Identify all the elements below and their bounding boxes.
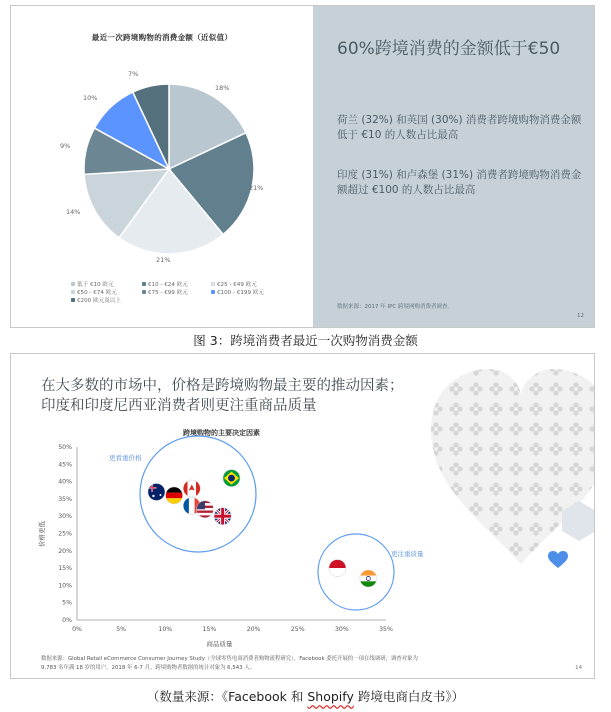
legend-item: €50 - €74 欧元	[71, 288, 117, 296]
x-tick-label: 30%	[334, 626, 349, 633]
slide-spending-amount	[10, 5, 595, 328]
usa-flag	[197, 501, 214, 518]
pie-label: 18%	[215, 84, 230, 92]
x-tick-label: 35%	[379, 626, 393, 633]
uk-flag	[214, 508, 231, 525]
legend-swatch	[71, 282, 75, 286]
legend-swatch	[142, 290, 146, 294]
legend-swatch	[71, 298, 75, 302]
x-tick-label: 10%	[158, 626, 173, 633]
australia-flag	[148, 483, 165, 500]
x-tick-label: 0%	[72, 626, 82, 633]
x-axis-label: 商品质量	[206, 640, 233, 648]
pie-label: 9%	[60, 142, 71, 150]
pie-label: 10%	[83, 94, 98, 102]
pie-chart-panel	[11, 6, 313, 327]
legend-swatch	[211, 282, 215, 286]
legend-item: €10 - €24 欧元	[142, 280, 188, 288]
summary-paragraph: 荷兰 (32%) 和英国 (30%) 消费者跨境购物消费金额低于 €10 的人数占比最高	[337, 114, 582, 141]
slide-headline: 60%跨境消费的金额低于€50	[337, 39, 561, 59]
y-tick-label: 30%	[58, 513, 72, 521]
data-source-note: 数据来源：Global Retail eCommerce Consumer Journey Study（全球零售电商消费者购物流程研究），Facebook 委托开展的一项在线调研，调查对象为	[41, 656, 418, 662]
x-tick-label: 25%	[290, 626, 305, 633]
y-tick-label: 50%	[58, 444, 72, 451]
scatter-chart-title: 跨境购物的主要决定因素	[183, 429, 260, 437]
pie-chart-title: 最近一次跨境购物的消费金额（近似值）	[91, 33, 233, 42]
slide-purchase-drivers	[10, 353, 595, 679]
india-flag	[360, 570, 377, 587]
legend-swatch	[71, 290, 75, 294]
legend-swatch	[211, 290, 215, 294]
data-source-note: 9,783 名年满 18 岁的用户，2018 年 6-7 月。跨境购物者数据的统计对象为 6,543 人。	[41, 665, 256, 671]
y-tick-label: 25%	[58, 530, 72, 538]
price-group-label: 更看重价格	[109, 454, 142, 462]
page-number: 14	[575, 665, 582, 671]
x-tick-label: 5%	[116, 626, 127, 633]
summary-paragraph: 印度 (31%) 和卢森堡 (31%) 消费者跨境购物消费金额超过 €100 的人数占比最高	[337, 169, 582, 196]
legend-item: €75 - €99 欧元	[142, 288, 188, 296]
pie-label: 21%	[249, 184, 264, 192]
y-tick-label: 0%	[62, 617, 72, 624]
page-number: 12	[577, 313, 584, 319]
legend-swatch	[142, 282, 146, 286]
pie-label: 7%	[128, 70, 139, 78]
y-tick-label: 45%	[58, 461, 72, 469]
quality-group-circle	[318, 534, 394, 610]
germany-flag	[166, 487, 183, 504]
x-tick-label: 20%	[246, 626, 261, 633]
indonesia-flag	[329, 560, 346, 577]
slide-headline: 在大多数的市场中，价格是跨境购物最主要的推动因素；	[41, 378, 404, 394]
source-caption: （数量来源：《Facebook 和 Shopify 跨境电商白皮书》）	[146, 689, 465, 704]
y-tick-label: 40%	[58, 478, 72, 486]
x-tick-label: 15%	[202, 626, 217, 633]
figure-caption: 图 3：跨境消费者最近一次购物消费金额	[193, 333, 418, 348]
y-tick-label: 20%	[58, 547, 72, 555]
pie-label: 14%	[66, 208, 81, 216]
y-tick-label: 5%	[62, 599, 72, 607]
legend-item: €100 - €199 欧元	[211, 288, 264, 296]
y-axis-label: 价格更低	[38, 521, 46, 547]
legend-item: €25 - €49 欧元	[211, 280, 257, 288]
scatter-chart	[11, 354, 595, 679]
pie-chart	[11, 6, 313, 327]
canada-flag	[183, 480, 200, 497]
y-tick-label: 35%	[58, 495, 72, 503]
quality-group-label: 更注重质量	[391, 550, 424, 558]
data-source-note: 数据来源：2017 年 IPC 跨境网购消费者调查。	[337, 304, 454, 310]
pie-label: 21%	[156, 256, 171, 264]
legend-item: €200 欧元及以上	[71, 296, 121, 304]
brazil-flag	[223, 470, 240, 487]
y-tick-label: 15%	[58, 565, 72, 573]
y-tick-label: 10%	[58, 582, 72, 590]
summary-panel	[313, 6, 595, 327]
slide-subheadline: 印度和印度尼西亚消费者则更注重商品质量	[41, 398, 317, 414]
legend-item: 低于 €10 欧元	[71, 280, 114, 288]
